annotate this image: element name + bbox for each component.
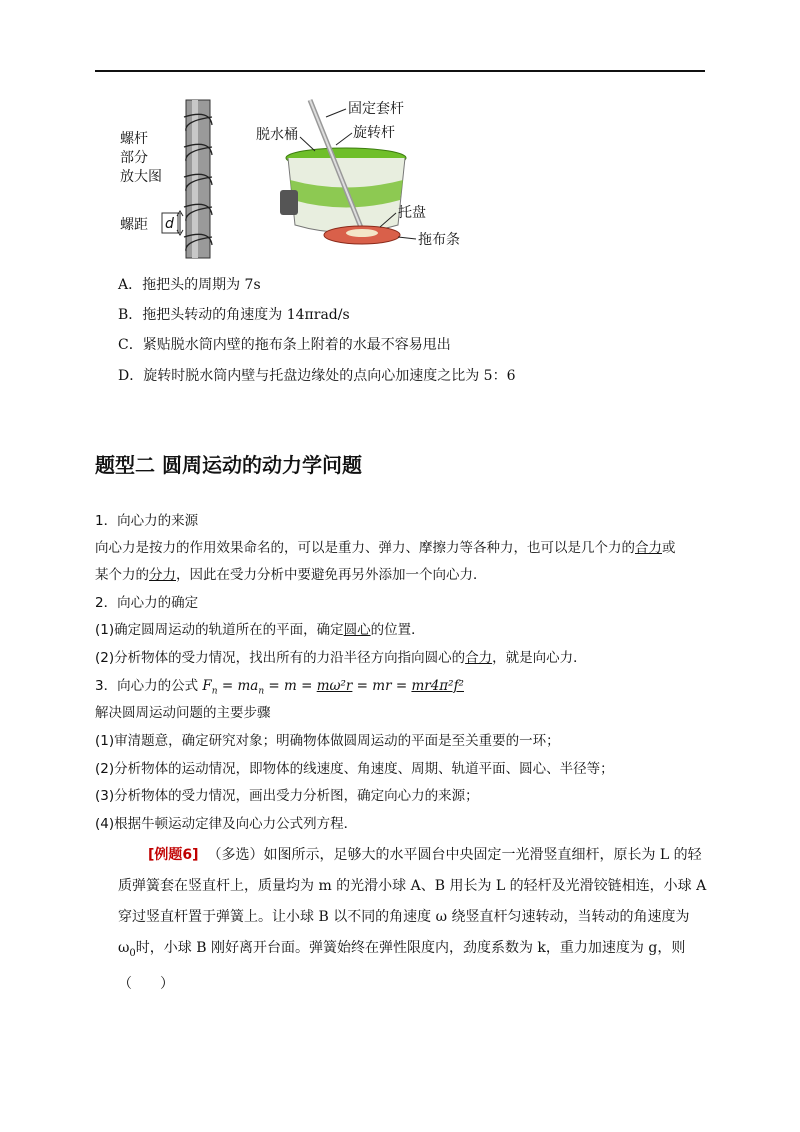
- example-text: （多选）如图所示，足够大的水平圆台中央固定一光滑竖直细杆，原长为 L 的轻质弹簧套在竖直杆上，质量均为 m 的光滑小球 A、B 用长为 L 的轻杆及光滑铰链相连，小球 A 穿过竖直杆置于弹簧上。让小球 B 以不同的角速度 ω 绕竖直杆匀速转动，当转动的角速度为 ω: [118, 847, 707, 956]
- screw-label-line1: 螺杆: [120, 131, 148, 147]
- underlined-term: 圆心: [343, 622, 371, 638]
- formula-part: mω²r: [316, 678, 353, 694]
- formula-part: mr4π²f²: [411, 678, 464, 694]
- formula-part: F: [202, 678, 212, 694]
- underlined-term: 合力: [635, 540, 662, 556]
- option-c: C．紧贴脱水筒内壁的拖布条上附着的水最不容易甩出: [118, 337, 451, 353]
- pitch-symbol: d: [165, 216, 174, 232]
- screw-rod-illustration: [184, 100, 212, 258]
- option-d: D．旋转时脱水筒内壁与托盘边缘处的点向心加速度之比为 5：6: [118, 368, 516, 384]
- option-a: A．拖把头的周期为 7s: [118, 277, 261, 293]
- text-span: ，就是向心力．: [492, 650, 587, 666]
- text-span: 的位置．: [370, 622, 425, 638]
- text-span: ，因此在受力分析中要避免再另外添加一个向心力．: [176, 567, 487, 583]
- omega-subscript: 0: [129, 947, 136, 959]
- header-rule: [95, 70, 705, 72]
- centripetal-source-heading: 1．向心力的来源: [95, 513, 199, 529]
- formula-sub: n: [211, 686, 218, 697]
- text-span: 或: [662, 540, 676, 556]
- section-title: 题型二 圆周运动的动力学问题: [95, 453, 362, 477]
- underlined-term: 分力: [149, 567, 176, 583]
- screw-label: [120, 130, 162, 185]
- example-text-2: 时，小球 B 刚好离开台面。弹簧始终在弹性限度内，劲度系数为 k，重力加速度为 g，则（ ）: [118, 940, 686, 992]
- text-span: 3．向心力的公式: [95, 678, 203, 694]
- text-span: 向心力是按力的作用效果命名的，可以是重力、弹力、摩擦力等各种力，也可以是几个力的: [95, 540, 635, 556]
- formula-part: = mr =: [352, 678, 412, 694]
- text-span: (2)分析物体的受力情况，找出所有的力沿半径方向指向圆心的: [95, 650, 466, 666]
- determine-step-1: [95, 620, 425, 640]
- fixed-rod-label: 固定套杆: [348, 101, 404, 117]
- formula-part: = m =: [264, 678, 317, 694]
- underlined-term: 合力: [465, 650, 493, 666]
- centripetal-formula: [95, 676, 464, 702]
- mop-strips-label: 拖布条: [418, 232, 460, 248]
- text-span: (1)确定圆周运动的轨道所在的平面，确定: [95, 622, 344, 638]
- determine-step-2: [95, 648, 587, 668]
- bucket-label: 脱水桶: [256, 127, 298, 143]
- formula-sub: n: [258, 686, 265, 697]
- formula: [202, 678, 464, 697]
- step-1: (1)审清题意，确定研究对象；明确物体做圆周运动的平面是至关重要的一环；: [95, 733, 560, 749]
- screw-label-line3: 放大图: [120, 169, 162, 185]
- example-tag: [例题6]: [148, 847, 199, 863]
- tray-label: 托盘: [398, 205, 426, 221]
- mop-bucket-illustration: [280, 100, 406, 244]
- pitch-label: 螺距: [120, 217, 148, 233]
- option-b: B．拖把头转动的角速度为 14πrad/s: [118, 307, 350, 323]
- text-span: 某个力的: [95, 567, 149, 583]
- step-2: (2)分析物体的运动情况，即物体的线速度、角速度、周期、轨道平面、圆心、半径等；: [95, 761, 614, 777]
- step-4: (4)根据牛顿运动定律及向心力公式列方程．: [95, 816, 358, 832]
- centripetal-source-text-1: [95, 538, 676, 558]
- step-3: (3)分析物体的受力情况，画出受力分析图，确定向心力的来源；: [95, 788, 479, 804]
- steps-heading: 解决圆周运动问题的主要步骤: [95, 705, 271, 721]
- example-6: [118, 840, 708, 1000]
- screw-label-line2: 部分: [120, 150, 148, 166]
- rotating-rod-label: 旋转杆: [353, 125, 395, 141]
- mop-figure: [100, 95, 480, 260]
- centripetal-determine-heading: 2．向心力的确定: [95, 595, 199, 611]
- centripetal-source-text-2: [95, 565, 487, 585]
- formula-part: = ma: [217, 678, 259, 694]
